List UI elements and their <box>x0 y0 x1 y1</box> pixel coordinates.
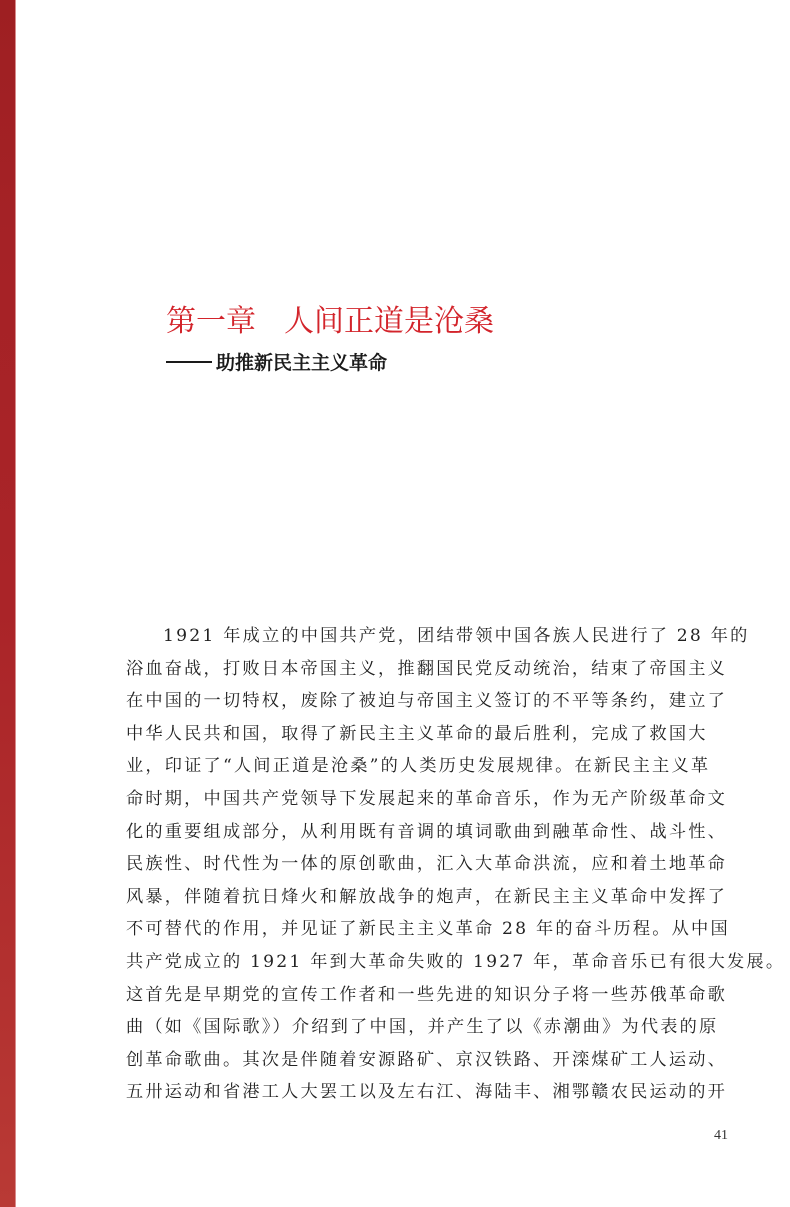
text-line: 风暴，伴随着抗日烽火和解放战争的炮声，在新民主主义革命中发挥了 <box>126 886 728 907</box>
text-line: 不可替代的作用，并见证了新民主主义革命 28 年的奋斗历程。从中国 <box>126 919 730 940</box>
decorative-red-spine <box>0 0 15 1207</box>
body-paragraph <box>126 620 786 1109</box>
chapter-title <box>166 302 494 342</box>
text-line: 民族性、时代性为一体的原创歌曲，汇入大革命洪流，应和着土地革命 <box>126 854 728 875</box>
text-line: 这首先是早期党的宣传工作者和一些先进的知识分子将一些苏俄革命歌 <box>126 984 728 1005</box>
chapter-number: 第一章 <box>166 304 256 339</box>
text-line: 在中国的一切特权，废除了被迫与帝国主义签订的不平等条约，建立了 <box>126 691 728 712</box>
text-line: 共产党成立的 1921 年到大革命失败的 1927 年，革命音乐已有很大发展。 <box>126 951 786 972</box>
text-line: 业，印证了“人间正道是沧桑”的人类历史发展规律。在新民主主义革 <box>126 756 711 777</box>
text-line: 化的重要组成部分，从利用既有音调的填词歌曲到融革命性、战斗性、 <box>126 821 728 842</box>
text-line: 曲（如《国际歌》）介绍到了中国，并产生了以《赤潮曲》为代表的原 <box>126 1017 719 1038</box>
em-dash-rule <box>166 361 212 363</box>
text-line: 中华人民共和国，取得了新民主主义革命的最后胜利，完成了救国大 <box>126 723 708 744</box>
chapter-subtitle <box>166 349 387 377</box>
text-line: 创革命歌曲。其次是伴随着安源路矿、京汉铁路、开滦煤矿工人运动、 <box>126 1049 728 1070</box>
text-line: 五卅运动和省港工人大罢工以及左右江、海陆丰、湘鄂赣农民运动的开 <box>126 1082 728 1103</box>
chapter-title-text: 人间正道是沧桑 <box>284 304 494 339</box>
chapter-subtitle-text: 助推新民主主义革命 <box>216 352 388 374</box>
text-line: 浴血奋战，打败日本帝国主义，推翻国民党反动统治，结束了帝国主义 <box>126 658 728 679</box>
text-line: 1921 年成立的中国共产党，团结带领中国各族人民进行了 28 年的 <box>163 626 750 646</box>
page-number: 41 <box>714 1128 728 1143</box>
spine-edge-line <box>15 0 16 1207</box>
text-line: 命时期，中国共产党领导下发展起来的革命音乐，作为无产阶级革命文 <box>126 788 728 809</box>
